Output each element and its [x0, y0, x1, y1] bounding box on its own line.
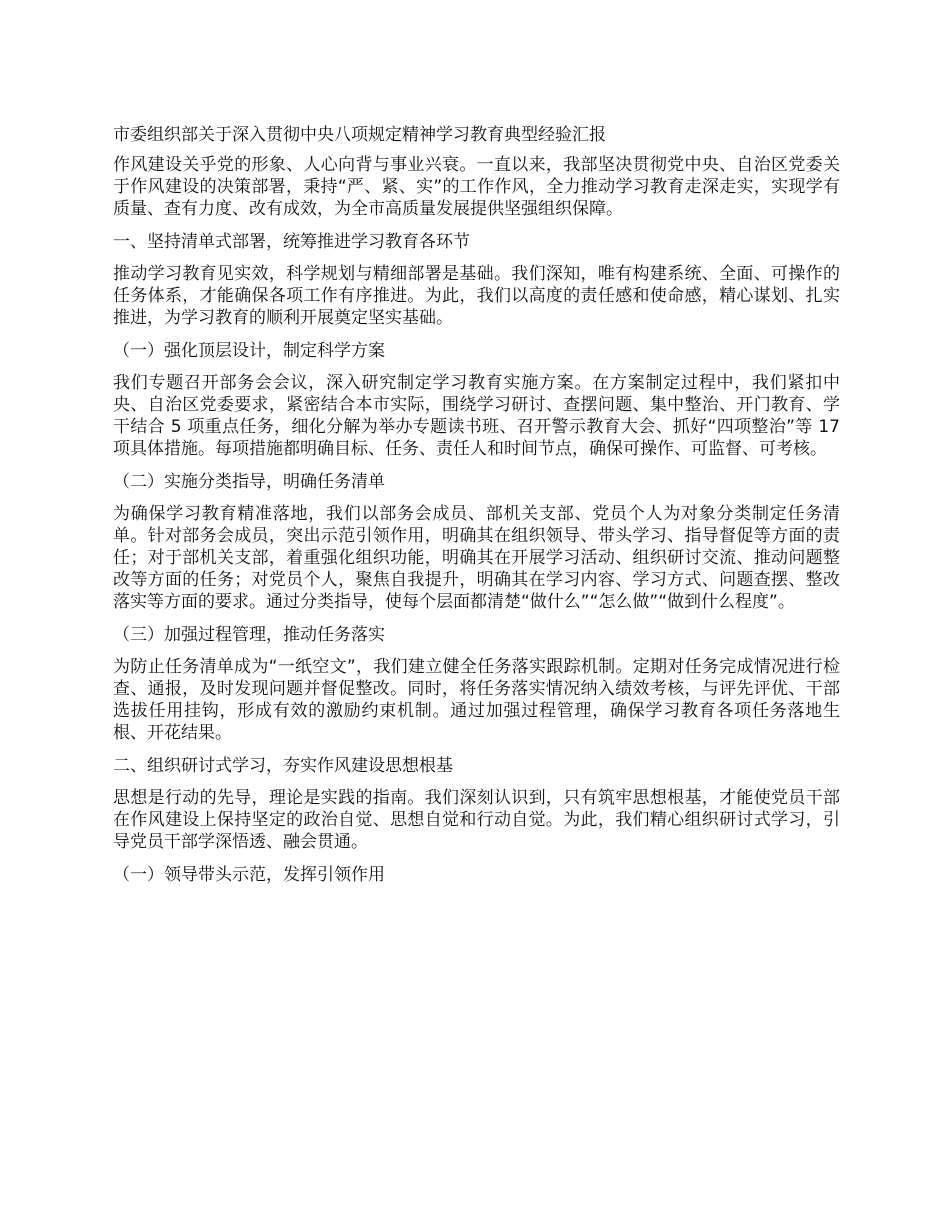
section-1-intro: 推动学习教育见实效，科学规划与精细部署是基础。我们深知，唯有构建系统、全面、可操作的任务体系，才能确保各项工作有序推进。为此，我们以高度的责任感和使命感，精心谋划、扎实推进，为学习教育的顺利开展奠定坚实基础。 — [113, 264, 840, 328]
section-1-sub-1-heading: （一）强化顶层设计，制定科学方案 — [113, 341, 385, 361]
section-1-sub-3-heading: （三）加强过程管理，推动任务落实 — [113, 625, 385, 645]
section-1-heading: 一、坚持清单式部署，统筹推进学习教育各环节 — [113, 232, 470, 252]
section-1-sub-2-heading: （二）实施分类指导，明确任务清单 — [113, 472, 385, 492]
section-2-sub-1-heading: （一）领导带头示范，发挥引领作用 — [113, 865, 385, 885]
intro-paragraph: 作风建设关乎党的形象、人心向背与事业兴衰。一直以来，我部坚决贯彻党中央、自治区党委关于作风建设的决策部署，秉持“严、紧、实”的工作作风，全力推动学习教育走深走实，实现学有质量、查有力度、改有成效，为全市高质量发展提供坚强组织保障。 — [113, 155, 840, 219]
section-1-sub-2-text: 为确保学习教育精准落地，我们以部务会成员、部机关支部、党员个人为对象分类制定任务清单。针对部务会成员，突出示范引领作用，明确其在组织领导、带头学习、指导督促等方面的责任；对于部机关支部，着重强化组织功能，明确其在开展学习活动、组织研讨交流、推动问题整改等方面的任务；对党员个人，聚焦自我提升，明确其在学习内容、学习方式、问题查摆、整改落实等方面的要求。通过分类指导，使每个层面都清楚“做什么”“怎么做”“做到什么程度”。 — [113, 504, 840, 612]
section-2-intro: 思想是行动的先导，理论是实践的指南。我们深刻认识到，只有筑牢思想根基，才能使党员干部在作风建设上保持坚定的政治自觉、思想自觉和行动自觉。为此，我们精心组织研讨式学习，引导党员干部学深悟透、融会贯通。 — [113, 788, 840, 852]
document-title: 市委组织部关于深入贯彻中央八项规定精神学习教育典型经验汇报 — [113, 125, 606, 145]
section-1-sub-1-text: 我们专题召开部务会会议，深入研究制定学习教育实施方案。在方案制定过程中，我们紧扣中央、自治区党委要求，紧密结合本市实际，围绕学习研讨、查摆问题、集中整治、开门教育、学干结合 5 项重点任务，细化分解为举办专题读书班、召开警示教育大会、抓好“四项整治”等 17 项具体措施。每项措施都明确目标、任务、责任人和时间节点，确保可操作、可监督、可考核。 — [113, 373, 840, 459]
section-2-heading: 二、组织研讨式学习，夯实作风建设思想根基 — [113, 756, 453, 776]
section-1-sub-3-text: 为防止任务清单成为“一纸空文”，我们建立健全任务落实跟踪机制。定期对任务完成情况进行检查、通报，及时发现问题并督促整改。同时，将任务落实情况纳入绩效考核，与评先评优、干部选拔任用挂钩，形成有效的激励约束机制。通过加强过程管理，确保学习教育各项任务落地生根、开花结果。 — [113, 657, 840, 743]
document-page — [113, 124, 840, 896]
